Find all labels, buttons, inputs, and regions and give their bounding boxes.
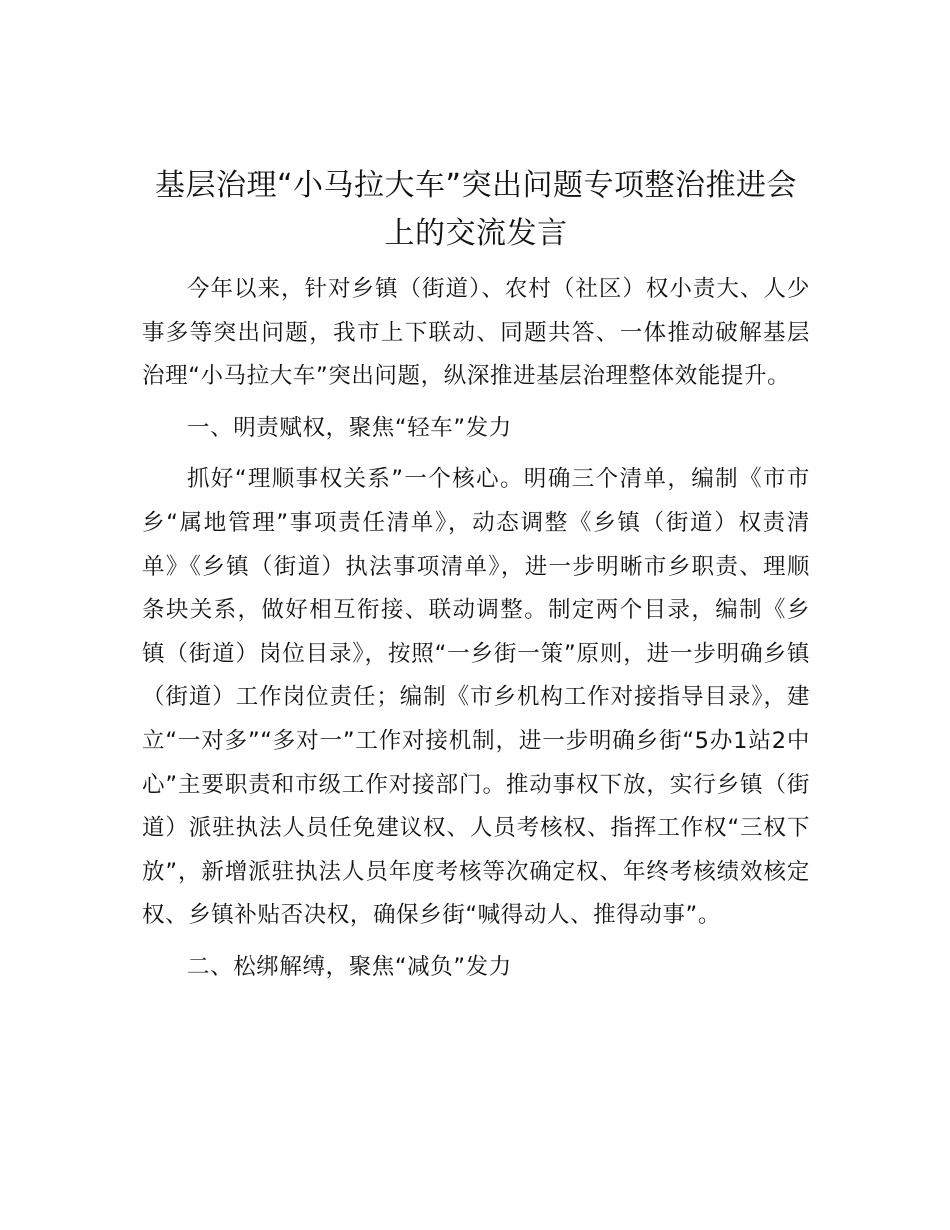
section-heading-2: 二、松绑解缚，聚焦“减负”发力 bbox=[187, 953, 512, 980]
intro-paragraph: 今年以来，针对乡镇（街道）、农村（社区）权小责大、人少事多等突出问题，我市上下联动、同题共答、一体推动破解基层治理“小马拉大车”突出问题，纵深推进基层治理整体效能提升。 bbox=[142, 276, 810, 390]
section-heading-1: 一、明责赋权，聚焦“轻车”发力 bbox=[187, 414, 512, 441]
document-title: 基层治理“小马拉大车”突出问题专项整治推进会上的交流发言 bbox=[154, 168, 798, 251]
body-paragraph: 抓好“理顺事权关系”一个核心。明确三个清单，编制《市市乡“属地管理”事项责任清单》，动态调整《乡镇（街道）权责清单》《乡镇（街道）执法事项清单》，进一步明晰市乡职责、理顺条块关系，做好相互衔接、联动调整。制定两个目录，编制《乡镇（街道）岗位目录》，按照“一乡街一策”原则，进一步明确乡镇（街道）工作岗位责任；编制《市乡机构工作对接指导目录》，建立“一对多”“多对一”工作对接机制，进一步明确乡街“5办1站2中心”主要职责和市级工作对接部门。推动事权下放，实行乡镇（街道）派驻执法人员任免建议权、人员考核权、指挥工作权“三权下放”，新增派驻执法人员年度考核等次确定权、年终考核绩效核定权、乡镇补贴否决权，确保乡街“喊得动人、推得动事”。 bbox=[142, 466, 810, 929]
document-body bbox=[142, 162, 810, 998]
